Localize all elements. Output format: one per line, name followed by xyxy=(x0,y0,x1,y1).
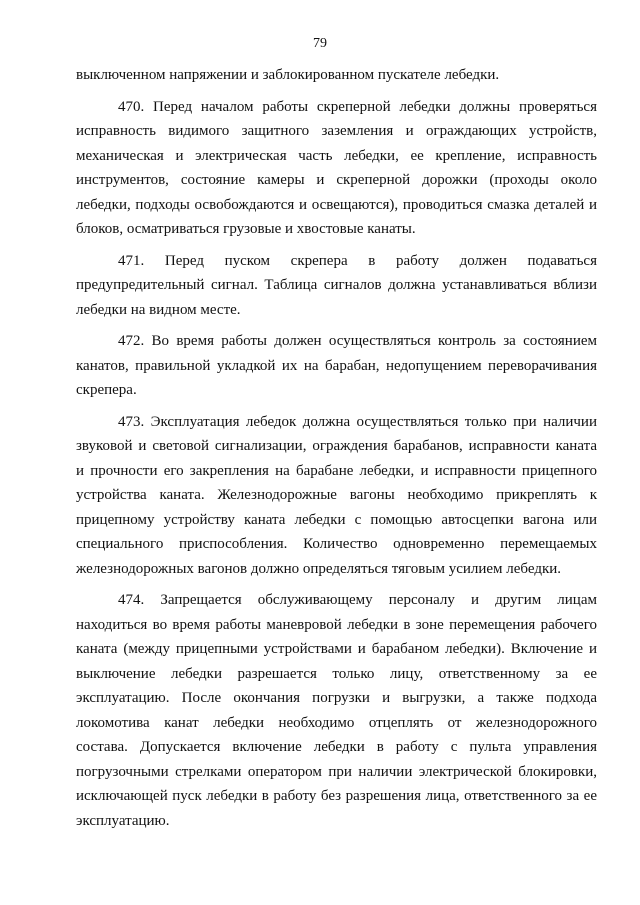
text-line: 472. Во время работы должен осуществляться контроль за состоянием xyxy=(118,333,597,349)
text-line: механическая и электрическая часть лебедки, ее крепление, исправность xyxy=(76,147,597,164)
text-line: 473. Эксплуатация лебедок должна осуществляться только при наличии xyxy=(118,413,597,430)
text-line: инструментов, состояние камеры и скреперной дорожки (проходы около xyxy=(76,172,597,188)
text-line: исключающей пуск лебедки в работу без разрешения лица, ответственного за ее xyxy=(76,788,597,804)
text-line: находиться во время работы маневровой лебедки в зоне перемещения рабочего xyxy=(76,616,597,633)
text-line: звуковой и световой сигнализации, ограждения барабанов, исправности каната xyxy=(76,438,597,454)
paragraph xyxy=(76,329,597,403)
text-line: предупредительный сигнал. Таблица сигналов должна устанавливаться вблизи xyxy=(76,277,597,293)
paragraph xyxy=(76,588,597,833)
text-line: и прочности его закрепления на барабане лебедки, и исправности прицепного xyxy=(76,462,597,479)
page-number: 79 xyxy=(313,36,327,51)
text-line: выключение лебедки разрешается только лицу, ответственному за ее xyxy=(76,665,597,682)
text-line: исправность видимого защитного заземления и ограждающих устройств, xyxy=(76,123,597,139)
paragraph xyxy=(76,410,597,582)
paragraph xyxy=(76,95,597,242)
text-line: 470. Перед началом работы скреперной лебедки должны проверяться xyxy=(118,98,597,115)
text-line: блоков, осматриваться грузовые и хвостовые канаты. xyxy=(76,221,416,237)
paragraph-gap xyxy=(76,242,597,249)
text-line: лебедки, подходы освобождаются и освещаются), проводиться смазка деталей и xyxy=(76,196,597,213)
text-line: специального приспособления. Количество одновременно перемещаемых xyxy=(76,536,597,552)
text-line: скрепера. xyxy=(76,382,137,398)
paragraph-gap xyxy=(76,322,597,329)
text-line: лебедки на видном месте. xyxy=(76,301,241,318)
text-line: погрузочными стрелками оператором при наличии электрической блокировки, xyxy=(76,763,597,780)
text-line: состава. Допускается включение лебедки в работу с пульта управления xyxy=(76,739,597,755)
document-body xyxy=(76,63,597,833)
paragraph-gap xyxy=(76,581,597,588)
text-line: 474. Запрещается обслуживающему персоналу и другим лицам xyxy=(118,592,597,608)
text-line: железнодорожных вагонов должно определяться тяговым усилием лебедки. xyxy=(76,560,562,577)
paragraph xyxy=(76,63,597,88)
paragraph-gap xyxy=(76,403,597,410)
text-line: прицепному устройству каната лебедки с помощью автосцепки вагона или xyxy=(76,511,597,528)
text-line: канатов, правильной укладкой их на барабан, недопущением переворачивания xyxy=(76,357,597,374)
paragraph-gap xyxy=(76,88,597,95)
text-line: 471. Перед пуском скрепера в работу должен подаваться xyxy=(118,252,597,269)
text-line: устройства каната. Железнодорожные вагоны необходимо прикреплять к xyxy=(76,487,597,503)
paragraph xyxy=(76,249,597,323)
text-line: каната (между прицепными устройствами и барабаном лебедки). Включение и xyxy=(76,641,597,657)
text-line: локомотива канат лебедки необходимо отцеплять от железнодорожного xyxy=(76,714,597,731)
text-line: эксплуатацию. xyxy=(76,812,170,829)
text-line: эксплуатацию. После окончания погрузки и выгрузки, а также подхода xyxy=(76,690,597,706)
text-line: выключенном напряжении и заблокированном пускателе лебедки. xyxy=(76,67,500,83)
